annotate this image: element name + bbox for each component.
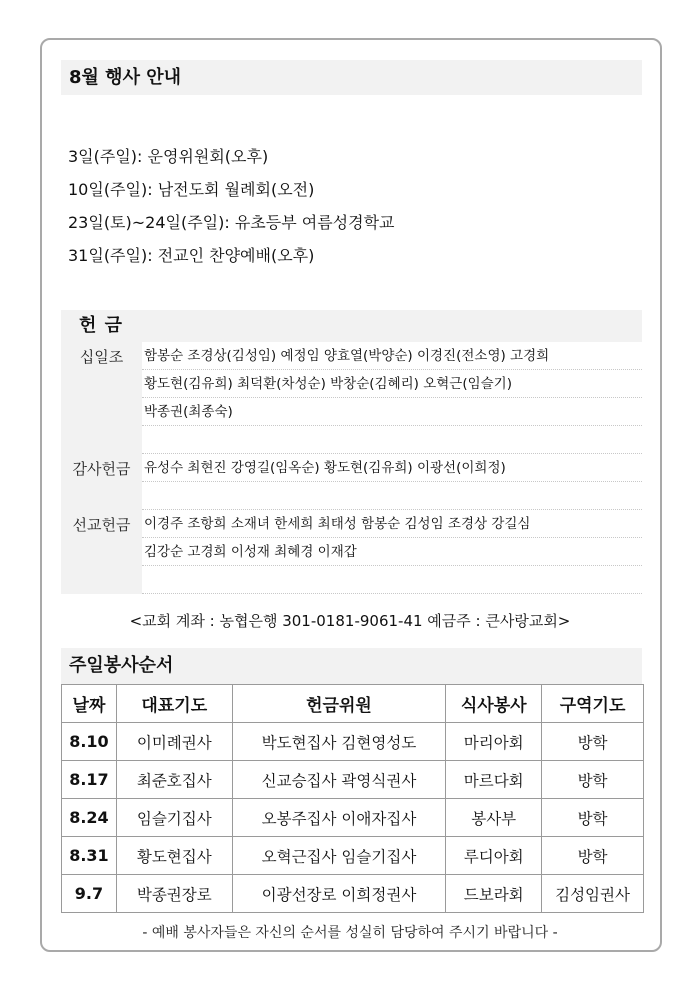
cell-meal: 봉사부 xyxy=(446,799,542,837)
offering-row: 김강순 고경희 이성재 최혜경 이재갑 xyxy=(142,538,642,566)
offering-row: 박종권(최종숙) xyxy=(142,398,642,426)
offering-row: 유성수 최현진 강영길(임옥순) 황도현(김유희) 이광선(이희정) xyxy=(142,454,642,482)
offering-group-mission xyxy=(61,510,642,594)
table-row xyxy=(62,761,644,799)
cell-offering: 이광선장로 이희정권사 xyxy=(232,875,446,913)
events-title: 8월 행사 안내 xyxy=(61,60,642,95)
offering-label: 감사헌금 xyxy=(61,454,142,510)
church-account: <교회 계좌 : 농협은행 301-0181-9061-41 예금주 : 큰사랑교회> xyxy=(129,612,571,630)
cell-meal: 마리아회 xyxy=(446,723,542,761)
service-note: - 예배 봉사자들은 자신의 순서를 성실히 담당하여 주시기 바랍니다 - xyxy=(142,925,558,941)
offering-label: 십일조 xyxy=(61,342,142,454)
header-offering: 헌금위원 xyxy=(232,685,446,723)
offering-row xyxy=(142,566,642,594)
events-list xyxy=(68,140,648,272)
header-prayer: 대표기도 xyxy=(116,685,232,723)
service-title: 주일봉사순서 xyxy=(61,648,642,684)
event-item: 23일(토)~24일(주일): 유초등부 여름성경학교 xyxy=(68,213,395,232)
cell-district: 김성임권사 xyxy=(542,875,644,913)
cell-date: 8.31 xyxy=(62,837,117,875)
offering-group-tithe xyxy=(61,342,642,454)
service-table xyxy=(61,684,644,913)
cell-prayer: 임슬기집사 xyxy=(116,799,232,837)
cell-district: 방학 xyxy=(542,799,644,837)
cell-offering: 오혁근집사 임슬기집사 xyxy=(232,837,446,875)
cell-district: 방학 xyxy=(542,723,644,761)
cell-meal: 드보라회 xyxy=(446,875,542,913)
table-row xyxy=(62,799,644,837)
cell-prayer: 이미례권사 xyxy=(116,723,232,761)
header-district: 구역기도 xyxy=(542,685,644,723)
offering-row: 이경주 조항희 소재녀 한세희 최태성 함봉순 김성임 조경상 강길심 xyxy=(142,510,642,538)
offering-row: 함봉순 조경상(김성임) 예정임 양효열(박양순) 이경진(전소영) 고경희 xyxy=(142,342,642,370)
offering-title: 헌 금 xyxy=(61,310,642,342)
offering-list xyxy=(61,342,642,594)
offering-row xyxy=(142,426,642,454)
table-row xyxy=(62,875,644,913)
cell-meal: 루디아회 xyxy=(446,837,542,875)
cell-offering: 신교승집사 곽영식권사 xyxy=(232,761,446,799)
offering-row xyxy=(142,482,642,510)
cell-date: 9.7 xyxy=(62,875,117,913)
service-header-row xyxy=(62,685,644,723)
table-row xyxy=(62,837,644,875)
cell-date: 8.10 xyxy=(62,723,117,761)
event-item: 10일(주일): 남전도회 월례회(오전) xyxy=(68,180,315,199)
header-date: 날짜 xyxy=(62,685,117,723)
cell-prayer: 최준호집사 xyxy=(116,761,232,799)
cell-meal: 마르다회 xyxy=(446,761,542,799)
cell-district: 방학 xyxy=(542,761,644,799)
cell-offering: 박도현집사 김현영성도 xyxy=(232,723,446,761)
cell-district: 방학 xyxy=(542,837,644,875)
offering-label: 선교헌금 xyxy=(61,510,142,594)
cell-date: 8.17 xyxy=(62,761,117,799)
cell-offering: 오봉주집사 이애자집사 xyxy=(232,799,446,837)
cell-prayer: 황도현집사 xyxy=(116,837,232,875)
header-meal: 식사봉사 xyxy=(446,685,542,723)
event-item: 3일(주일): 운영위원회(오후) xyxy=(68,147,269,166)
offering-group-thanks xyxy=(61,454,642,510)
event-item: 31일(주일): 전교인 찬양예배(오후) xyxy=(68,246,315,265)
cell-date: 8.24 xyxy=(62,799,117,837)
cell-prayer: 박종권장로 xyxy=(116,875,232,913)
table-row xyxy=(62,723,644,761)
offering-row: 황도현(김유희) 최덕환(차성순) 박창순(김혜리) 오혁근(임슬기) xyxy=(142,370,642,398)
